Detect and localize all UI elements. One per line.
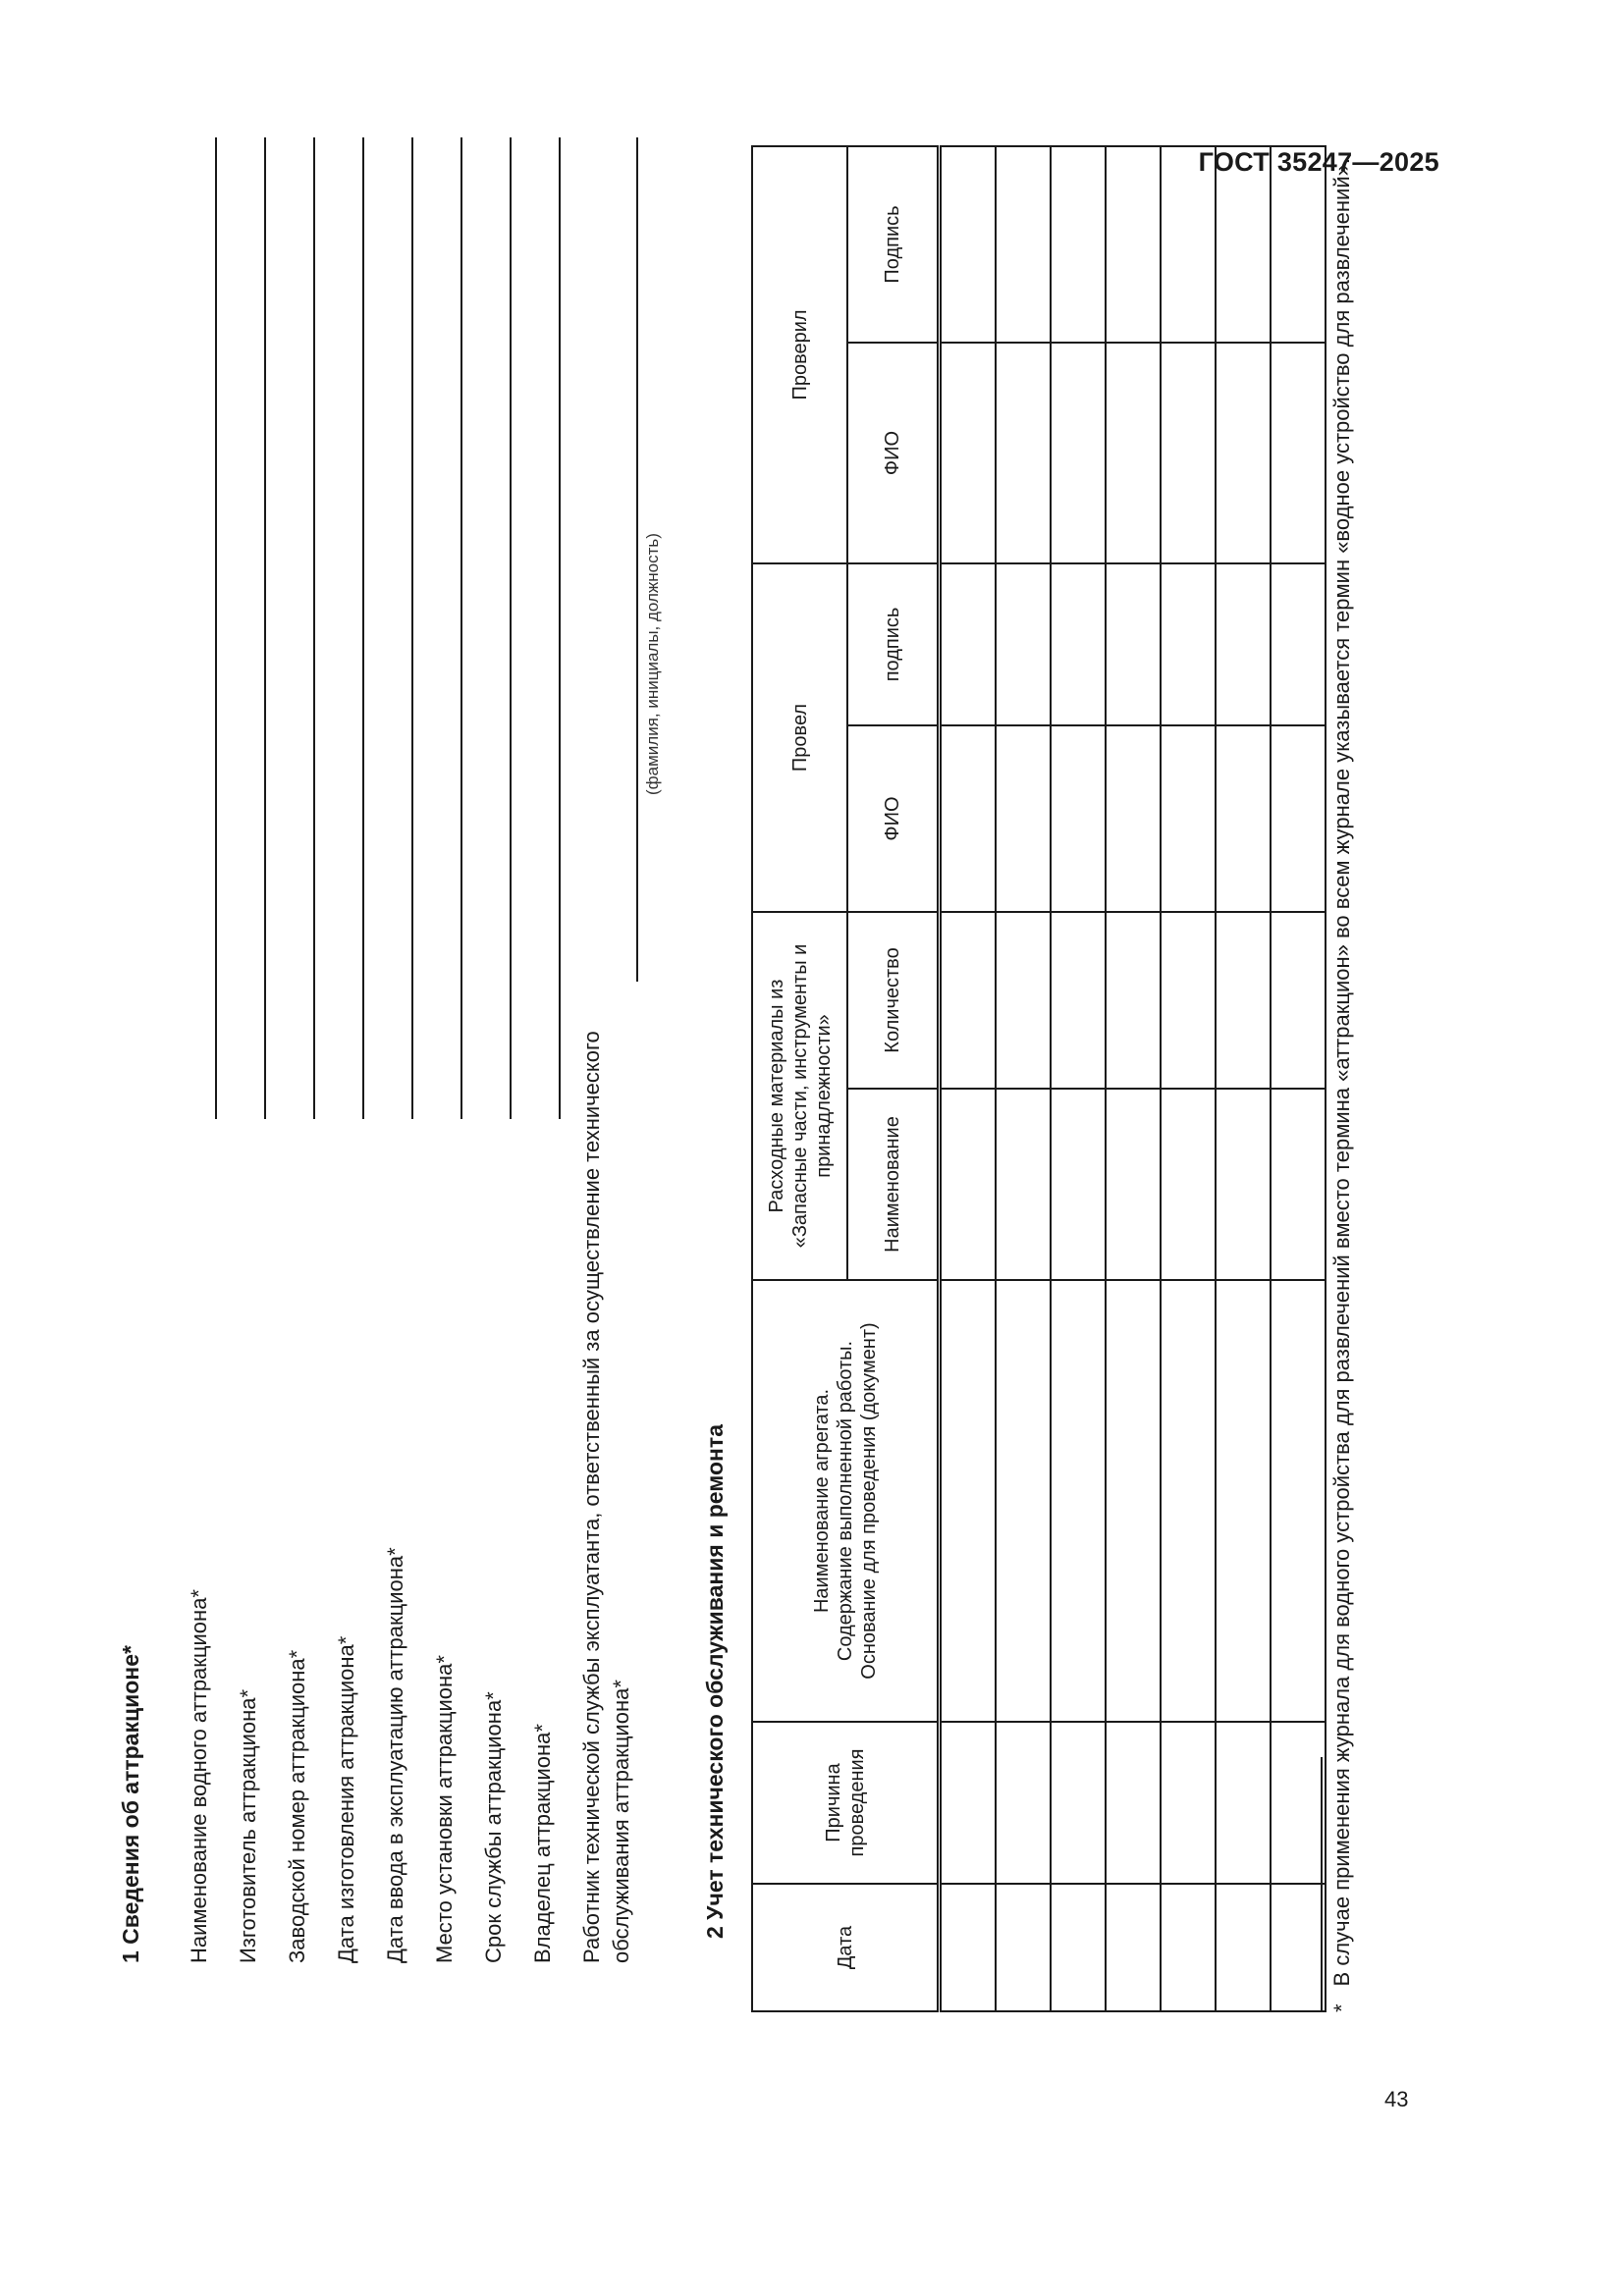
subheader-performed-fio: ФИО xyxy=(847,725,940,912)
table-row xyxy=(1106,146,1161,2011)
fill-line-location xyxy=(460,137,462,1119)
table-cell xyxy=(1051,1089,1106,1280)
table-row xyxy=(1161,146,1216,2011)
table-cell xyxy=(940,563,997,725)
table-cell xyxy=(1051,1884,1106,2011)
fill-line-service-life xyxy=(510,137,512,1119)
table-cell xyxy=(1051,343,1106,563)
table-cell xyxy=(1161,1280,1216,1722)
table-cell xyxy=(1271,1722,1326,1884)
field-label-commissioning-date: Дата ввода в эксплуатацию аттракциона* xyxy=(383,1547,407,1963)
table-row xyxy=(996,146,1051,2011)
rotated-landscape-content xyxy=(98,49,1473,2209)
table-cell xyxy=(1106,563,1161,725)
log-table-body xyxy=(940,146,1326,2011)
table-cell xyxy=(1051,725,1106,912)
table-cell xyxy=(1161,343,1216,563)
table-cell xyxy=(940,912,997,1089)
table-cell xyxy=(940,343,997,563)
subheader-checked-fio: ФИО xyxy=(847,343,940,563)
table-row xyxy=(1051,146,1106,2011)
table-cell xyxy=(1216,725,1271,912)
table-row xyxy=(940,146,997,2011)
table-cell xyxy=(996,1722,1051,1884)
table-cell xyxy=(1051,1280,1106,1722)
field-label-manufacturer: Изготовитель аттракциона* xyxy=(236,1688,260,1963)
subheader-material-qty: Количество xyxy=(847,912,940,1089)
section2-heading: 2 Учет технического обслуживания и ремонта xyxy=(702,1424,728,1939)
table-cell xyxy=(1106,146,1161,343)
table-cell xyxy=(1161,1884,1216,2011)
fill-line-owner xyxy=(559,137,561,1119)
fill-line-responsible xyxy=(636,137,638,982)
table-cell xyxy=(1216,1089,1271,1280)
table-cell xyxy=(940,1280,997,1722)
table-cell xyxy=(1271,563,1326,725)
fill-line-manufacture-date xyxy=(362,137,364,1119)
table-cell xyxy=(1161,1722,1216,1884)
table-cell xyxy=(940,1089,997,1280)
table-cell xyxy=(940,146,997,343)
table-cell xyxy=(996,343,1051,563)
table-cell xyxy=(1051,563,1106,725)
table-cell xyxy=(1216,912,1271,1089)
header-performed: Провел xyxy=(752,563,847,912)
table-cell xyxy=(1216,146,1271,343)
table-cell xyxy=(1271,1280,1326,1722)
table-cell xyxy=(1216,1722,1271,1884)
table-cell xyxy=(1216,563,1271,725)
fill-line-serial xyxy=(313,137,315,1119)
table-cell xyxy=(1161,563,1216,725)
table-cell xyxy=(996,1089,1051,1280)
standard-code: ГОСТ 35247—2025 xyxy=(1198,147,1439,177)
table-cell xyxy=(1216,343,1271,563)
table-cell xyxy=(996,725,1051,912)
subheader-performed-signature: подпись xyxy=(847,563,940,725)
table-cell xyxy=(996,912,1051,1089)
table-cell xyxy=(1271,1089,1326,1280)
table-cell xyxy=(1216,1280,1271,1722)
subheader-checked-signature: Подпись xyxy=(847,146,940,343)
table-cell xyxy=(1161,725,1216,912)
field-label-manufacture-date: Дата изготовления аттракциона* xyxy=(334,1635,358,1963)
maintenance-log-table xyxy=(751,145,1326,2012)
field-label-responsible: Работник технической службы эксплуатанта, ответственный за осуществление технического обслуживания аттракциона* xyxy=(579,1031,633,1963)
field-label-serial: Заводской номер аттракциона* xyxy=(285,1649,309,1963)
section1-heading: 1 Сведения об аттракционе* xyxy=(118,1645,143,1963)
table-cell xyxy=(996,146,1051,343)
table-cell xyxy=(1271,1884,1326,2011)
table-cell xyxy=(1106,1280,1161,1722)
fill-line-manufacturer xyxy=(264,137,266,1119)
table-cell xyxy=(1051,146,1106,343)
table-cell xyxy=(1216,1884,1271,2011)
table-cell xyxy=(1106,343,1161,563)
header-checked: Проверил xyxy=(752,146,847,563)
fill-line-commissioning-date xyxy=(411,137,413,1119)
table-cell xyxy=(940,725,997,912)
field-label-name: Наименование водного аттракциона* xyxy=(187,1589,211,1963)
table-cell xyxy=(1106,1089,1161,1280)
responsible-caption: (фамилия, инициалы, должность) xyxy=(643,533,662,795)
table-row xyxy=(1271,146,1326,2011)
table-cell xyxy=(1161,1089,1216,1280)
header-materials: Расходные материалы из «Запасные части, инструменты и принадлежности» xyxy=(752,912,847,1280)
table-cell xyxy=(1051,1722,1106,1884)
field-label-location: Место установки аттракциона* xyxy=(432,1655,457,1963)
table-cell xyxy=(1161,146,1216,343)
table-cell xyxy=(1271,343,1326,563)
table-cell xyxy=(940,1722,997,1884)
field-label-service-life: Срок службы аттракциона* xyxy=(481,1691,506,1963)
footnote-mark: * xyxy=(1329,2003,1354,2012)
table-cell xyxy=(1106,1722,1161,1884)
table-cell xyxy=(1271,146,1326,343)
table-cell xyxy=(1106,725,1161,912)
table-cell xyxy=(1161,912,1216,1089)
subheader-material-name: Наименование xyxy=(847,1089,940,1280)
table-cell xyxy=(996,1884,1051,2011)
page-number: 43 xyxy=(1384,2087,1409,2111)
fill-line-name xyxy=(215,137,217,1119)
table-cell xyxy=(996,563,1051,725)
footnote xyxy=(1327,147,1357,2012)
header-reason: Причина проведения xyxy=(752,1722,940,1884)
footnote-rule xyxy=(1321,1757,1323,2012)
table-cell xyxy=(940,1884,997,2011)
table-row xyxy=(1216,146,1271,2011)
table-cell xyxy=(1051,912,1106,1089)
table-cell xyxy=(1106,1884,1161,2011)
table-cell xyxy=(1106,912,1161,1089)
footnote-text: В случае применения журнала для водного устройства для развлечений вместо термина «аттракцион» во всем журнале указывается термин «водное устройство для развлечений». xyxy=(1329,158,1354,1987)
header-date: Дата xyxy=(752,1884,940,2011)
field-label-owner: Владелец аттракциона* xyxy=(530,1724,555,1963)
header-work: Наименование агрегата. Содержание выполненной работы. Основание для проведения (документ) xyxy=(752,1280,940,1722)
table-cell xyxy=(1271,725,1326,912)
table-cell xyxy=(996,1280,1051,1722)
table-cell xyxy=(1271,912,1326,1089)
